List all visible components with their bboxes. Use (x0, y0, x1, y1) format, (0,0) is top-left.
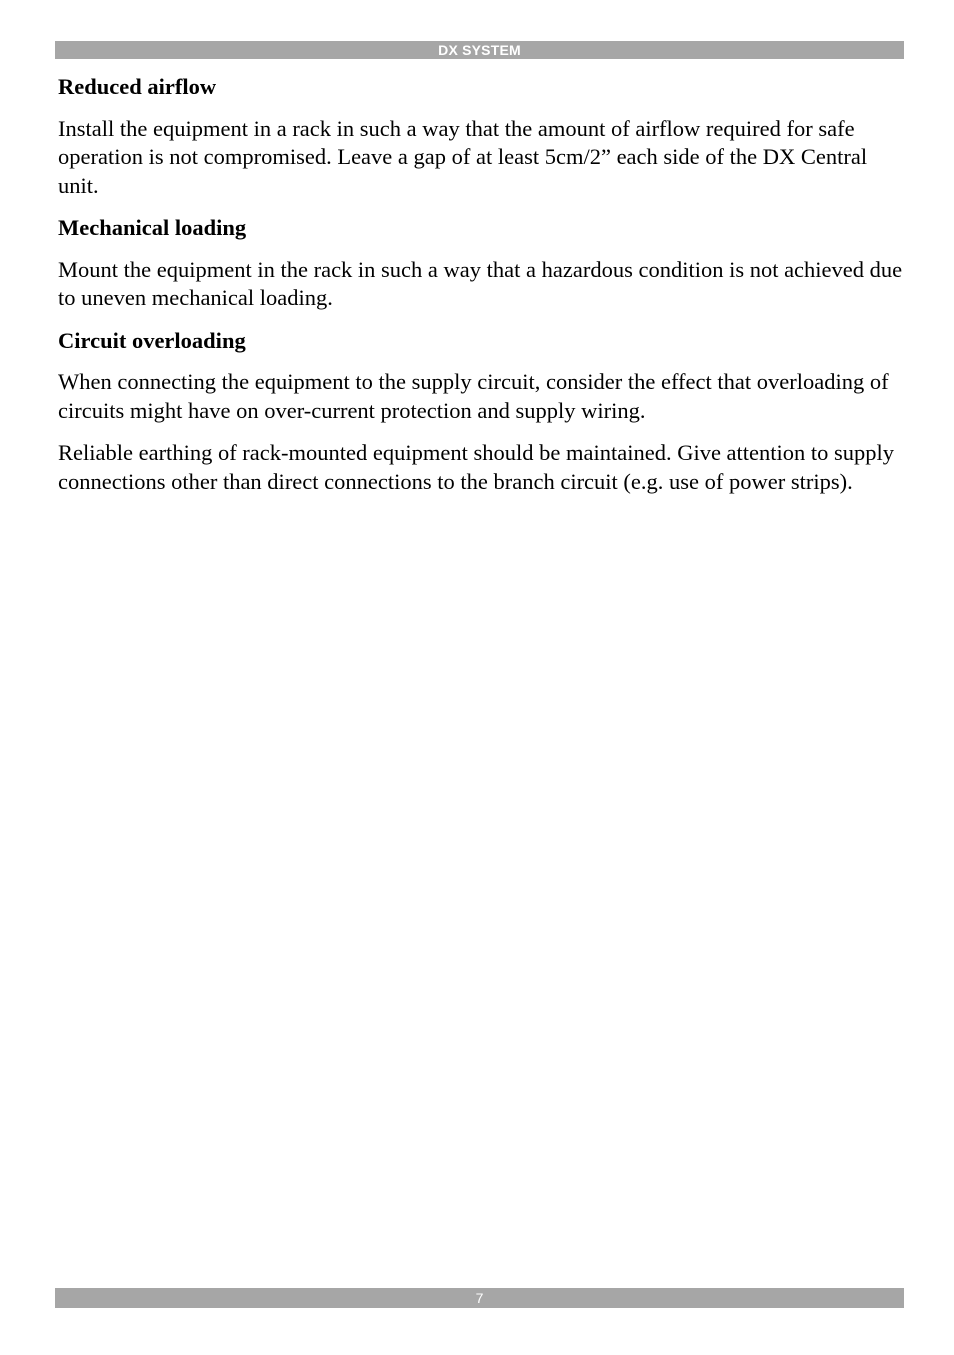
section-heading-mechanical-loading: Mechanical loading (58, 215, 247, 240)
header-title: DX SYSTEM (438, 42, 521, 58)
section-body-earthing: Reliable earthing of rack-mounted equipment should be maintained. Give attention to supply connections other than direct connections to the branch circuit (e.g. use of power strips). (58, 440, 895, 494)
section-heading-reduced-airflow: Reduced airflow (58, 74, 217, 99)
page-content (58, 73, 908, 496)
page-number: 7 (475, 1290, 484, 1306)
section-heading-circuit-overloading: Circuit overloading (58, 327, 246, 353)
page-header (55, 41, 904, 59)
page-footer (55, 1288, 904, 1308)
section-body-circuit-overloading: When connecting the equipment to the supply circuit, consider the effect that overloading of circuits might have on over-current protection and supply wiring. (58, 369, 889, 423)
section-body-reduced-airflow: Install the equipment in a rack in such a way that the amount of airflow required for safe operation is not compromised. Leave a gap of at least 5cm/2” each side of the DX Central unit. (58, 115, 868, 198)
section-body-mechanical-loading: Mount the equipment in the rack in such a way that a hazardous condition is not achieved due to uneven mechanical loading. (58, 256, 903, 310)
